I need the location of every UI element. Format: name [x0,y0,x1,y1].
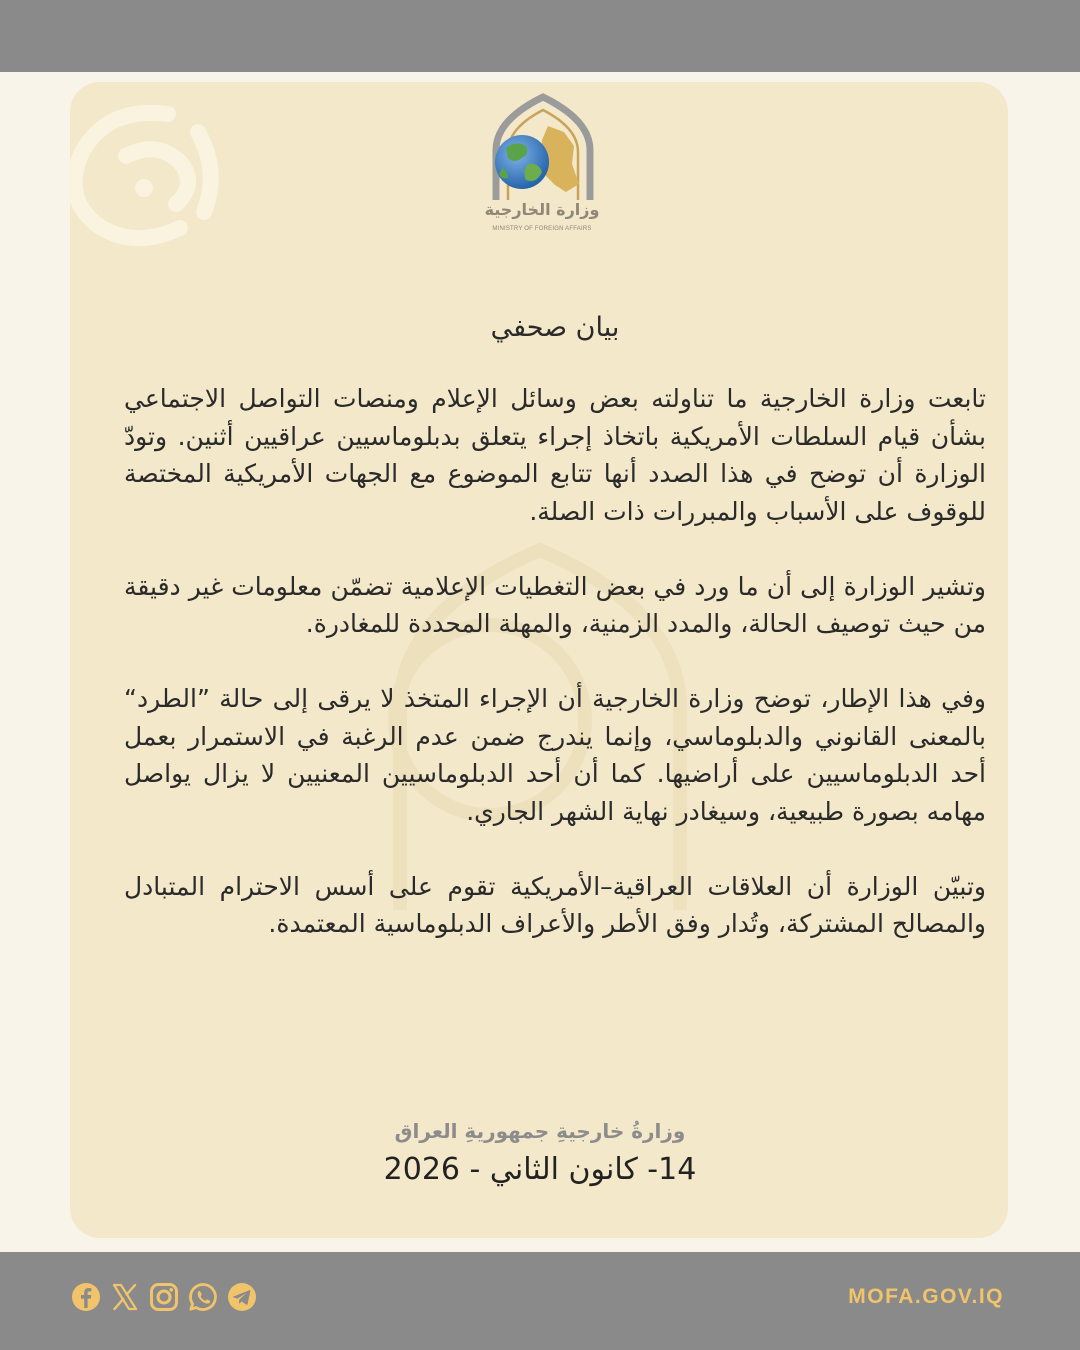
statement-title: بيان صحفي [490,312,620,343]
x-icon[interactable] [109,1281,141,1313]
statement-paragraph: وتبيّن الوزارة أن العلاقات العراقية–الأمريكية تقوم على أسس الاحترام المتبادل والمصالح المشتركة، وتُدار وفق الأطر والأعراف الدبلوماسية المعتمدة. [124,871,986,938]
ministry-emblem [478,92,608,202]
watermark-logo [48,92,228,257]
signature-issuer: وزارةُ خارجيةِ جمهوريةِ العراق [394,1119,686,1143]
social-links [70,1281,258,1313]
logo-name-ar: وزارة الخارجية [484,200,600,219]
statement-body [124,380,986,980]
whatsapp-icon[interactable] [187,1281,219,1313]
top-band [0,0,1080,72]
statement-date: 14- كانون الثاني - 2026 [383,1152,697,1187]
logo-name-en: MINISTRY OF FOREIGN AFFAIRS [492,226,592,232]
statement-paragraph: وتشير الوزارة إلى أن ما ورد في بعض التغطيات الإعلامية تضمّن معلومات غير دقيقة من حيث توصيف الحالة، والمدد الزمنية، والمهلة المحددة للمغادرة. [124,571,986,638]
statement-paragraph: وفي هذا الإطار، توضح وزارة الخارجية أن الإجراء المتخذ لا يرقى إلى حالة ”الطرد“ بالمعنى القانوني والدبلوماسي، وإنما يندرج ضمن عدم الرغبة في الاستمرار بعمل أحد الدبلوماسيين على أراضيها. كما أن أحد الدبلوماسيين المعنيين لا يزال يواصل مهامه بصورة طبيعية، وسيغادر نهاية الشهر الجاري. [124,684,986,826]
facebook-icon[interactable] [70,1281,102,1313]
telegram-icon[interactable] [226,1281,258,1313]
website-link[interactable]: MOFA.GOV.IQ [848,1285,1004,1308]
ministry-logo [478,92,608,242]
instagram-icon[interactable] [148,1281,180,1313]
statement-paragraph: تابعت وزارة الخارجية ما تناولته بعض وسائل الإعلام ومنصات التواصل الاجتماعي بشأن قيام السلطات الأمريكية باتخاذ إجراء يتعلق بدبلوماسيين عراقيين أثنين. وتودّ الوزارة أن توضح في هذا الصدد أنها تتابع الموضوع مع الجهات الأمريكية المختصة للوقوف على الأسباب والمبررات ذات الصلة. [124,384,986,526]
